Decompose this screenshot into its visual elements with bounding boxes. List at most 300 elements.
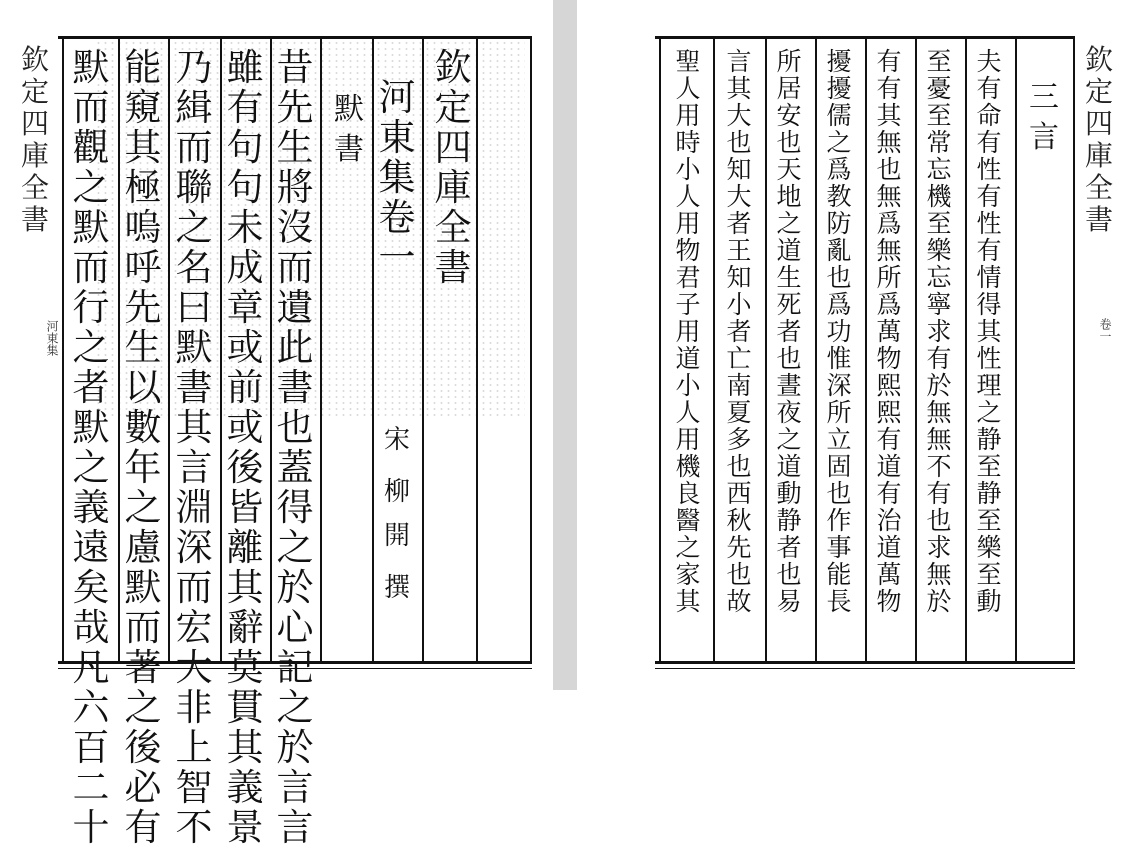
- author-name-2: 開: [383, 521, 410, 551]
- column-rule: [118, 36, 120, 663]
- glyph: 知: [726, 155, 752, 184]
- glyph: 其: [675, 587, 701, 616]
- glyph: 西: [726, 479, 752, 508]
- glyph: 治: [876, 506, 902, 535]
- glyph: 功: [826, 317, 852, 346]
- glyph: 離: [226, 526, 264, 569]
- glyph: 性: [976, 155, 1002, 184]
- glyph: 無: [876, 236, 902, 265]
- glyph: 或: [226, 406, 264, 449]
- glyph: 憂: [926, 74, 952, 103]
- glyph: 凡: [72, 646, 110, 689]
- text-column-1: [273, 48, 317, 848]
- glyph: 卷: [378, 196, 416, 239]
- glyph: 慮: [124, 526, 162, 569]
- glyph: 宏: [175, 606, 213, 649]
- glyph: 所: [776, 47, 802, 76]
- glyph: 人: [675, 182, 701, 211]
- glyph: 淵: [175, 486, 213, 529]
- glyph: 六: [72, 686, 110, 729]
- glyph: 防: [826, 209, 852, 238]
- glyph: 智: [175, 766, 213, 809]
- glyph: 言: [276, 766, 314, 809]
- glyph: 默: [72, 46, 110, 89]
- edge-fragment-collection: 河東集: [45, 320, 59, 356]
- glyph: 至: [976, 560, 1002, 589]
- glyph: 上: [175, 726, 213, 769]
- glyph: 所: [876, 263, 902, 292]
- column-rule: [530, 36, 532, 663]
- glyph: 其: [124, 126, 162, 169]
- glyph: 也: [776, 128, 802, 157]
- glyph: 固: [826, 452, 852, 481]
- glyph: 欽: [20, 43, 49, 76]
- glyph: 而: [124, 606, 162, 649]
- glyph: 爲: [876, 290, 902, 319]
- glyph: 也: [826, 263, 852, 292]
- glyph: 乃: [175, 46, 213, 89]
- glyph: 有: [226, 86, 264, 129]
- column-rule: [62, 36, 64, 663]
- glyph: 貫: [226, 686, 264, 729]
- glyph: 得: [976, 290, 1002, 319]
- glyph: 者: [776, 533, 802, 562]
- glyph: 樂: [976, 533, 1002, 562]
- glyph: 哉: [72, 606, 110, 649]
- glyph: 大: [726, 101, 752, 130]
- glyph: 死: [776, 290, 802, 319]
- glyph: 居: [776, 74, 802, 103]
- glyph: 性: [976, 209, 1002, 238]
- glyph: 欽: [1084, 43, 1113, 76]
- glyph: 書: [334, 132, 364, 167]
- glyph: 家: [675, 560, 701, 589]
- glyph: 有: [976, 128, 1002, 157]
- text-column-1: [967, 48, 1011, 615]
- glyph: 先: [726, 533, 752, 562]
- glyph: 知: [726, 263, 752, 292]
- glyph: 爲: [826, 155, 852, 184]
- glyph: 其: [226, 726, 264, 769]
- glyph: 君: [675, 263, 701, 292]
- glyph: 深: [175, 526, 213, 569]
- glyph: 言: [1029, 120, 1059, 155]
- glyph: 言: [175, 446, 213, 489]
- glyph: 忘: [926, 155, 952, 184]
- glyph: 者: [72, 366, 110, 409]
- text-column-5: [767, 48, 811, 615]
- glyph: 之: [675, 533, 701, 562]
- glyph: 求: [926, 533, 952, 562]
- glyph: 儒: [826, 101, 852, 130]
- column-rule: [372, 36, 374, 663]
- column-rule: [659, 36, 661, 663]
- glyph: 庫: [434, 166, 472, 209]
- glyph: 多: [726, 425, 752, 454]
- edge-fragment-title: [18, 43, 52, 236]
- glyph: 命: [976, 101, 1002, 130]
- book-title-column: [431, 48, 475, 288]
- glyph: 全: [20, 171, 49, 204]
- glyph: 也: [776, 344, 802, 373]
- glyph: 四: [20, 107, 49, 140]
- glyph: 必: [124, 766, 162, 809]
- section-title-column: [1022, 78, 1066, 158]
- column-rule: [1073, 36, 1075, 663]
- glyph: 欽: [434, 46, 472, 89]
- glyph: 時: [675, 128, 701, 157]
- glyph: 默: [72, 406, 110, 449]
- glyph: 昔: [276, 46, 314, 89]
- column-rule: [713, 36, 715, 663]
- glyph: 默: [72, 206, 110, 249]
- glyph: 於: [276, 726, 314, 769]
- column-rule: [168, 36, 170, 663]
- glyph: 默: [175, 326, 213, 369]
- glyph: 前: [226, 366, 264, 409]
- glyph: 求: [926, 317, 952, 346]
- glyph: 物: [675, 236, 701, 265]
- glyph: 四: [1084, 107, 1113, 140]
- glyph: 擾: [826, 47, 852, 76]
- glyph: 之: [124, 486, 162, 529]
- glyph: 大: [175, 646, 213, 689]
- glyph: 至: [926, 101, 952, 130]
- glyph: 擾: [826, 74, 852, 103]
- glyph: 集: [378, 156, 416, 199]
- glyph: 也: [876, 155, 902, 184]
- glyph: 全: [1084, 171, 1113, 204]
- glyph: 至: [926, 209, 952, 238]
- glyph: 未: [226, 206, 264, 249]
- glyph: 秋: [726, 506, 752, 535]
- glyph: 此: [276, 326, 314, 369]
- glyph: 皆: [226, 486, 264, 529]
- glyph: 道: [876, 533, 902, 562]
- column-rule: [320, 36, 322, 663]
- glyph: 其: [876, 101, 902, 130]
- glyph: 作: [826, 506, 852, 535]
- glyph: 之: [776, 425, 802, 454]
- glyph: 百: [72, 726, 110, 769]
- glyph: 無: [876, 182, 902, 211]
- author-role: 撰: [383, 573, 410, 603]
- glyph: 東: [378, 116, 416, 159]
- glyph: 觀: [72, 126, 110, 169]
- glyph: 樂: [926, 236, 952, 265]
- glyph: 全: [434, 206, 472, 249]
- glyph: 蓋: [276, 446, 314, 489]
- glyph: 道: [876, 452, 902, 481]
- glyph: 無: [926, 425, 952, 454]
- glyph: 爲: [826, 290, 852, 319]
- glyph: 亡: [726, 344, 752, 373]
- glyph: 夜: [776, 398, 802, 427]
- column-rule: [270, 36, 272, 663]
- glyph: 先: [124, 286, 162, 329]
- glyph: 默: [124, 566, 162, 609]
- text-column-4: [817, 48, 861, 615]
- glyph: 長: [826, 587, 852, 616]
- glyph: 庫: [1084, 139, 1113, 172]
- glyph: 生: [776, 263, 802, 292]
- glyph: 書: [20, 203, 49, 236]
- glyph: 小: [675, 155, 701, 184]
- glyph: 深: [826, 371, 852, 400]
- glyph: 道: [675, 344, 701, 373]
- text-column-4: [121, 48, 165, 848]
- glyph: 之: [826, 128, 852, 157]
- glyph: 之: [276, 686, 314, 729]
- glyph: 大: [726, 182, 752, 211]
- glyph: 也: [726, 560, 752, 589]
- glyph: 有: [926, 344, 952, 373]
- glyph: 無: [926, 560, 952, 589]
- glyph: 遺: [276, 286, 314, 329]
- glyph: 安: [776, 101, 802, 130]
- glyph: 事: [826, 533, 852, 562]
- glyph: 小: [726, 290, 752, 319]
- glyph: 而: [175, 566, 213, 609]
- glyph: 者: [726, 317, 752, 346]
- glyph: 物: [876, 344, 902, 373]
- glyph: 機: [926, 182, 952, 211]
- glyph: 默: [334, 92, 364, 127]
- glyph: 道: [776, 236, 802, 265]
- glyph: 醫: [675, 506, 701, 535]
- glyph: 小: [675, 371, 701, 400]
- glyph: 一: [378, 236, 416, 279]
- glyph: 先: [276, 86, 314, 129]
- glyph: 惟: [826, 344, 852, 373]
- glyph: 曰: [175, 286, 213, 329]
- right-page: [577, 0, 1134, 690]
- book-gutter: [553, 0, 577, 690]
- glyph: 用: [675, 101, 701, 130]
- frame-top-rule: [58, 36, 532, 39]
- glyph: 地: [776, 182, 802, 211]
- text-column-7: [666, 48, 710, 615]
- author-name-1: 柳: [383, 477, 410, 507]
- glyph: 句: [226, 126, 264, 169]
- glyph: 子: [675, 290, 701, 319]
- glyph: 能: [826, 560, 852, 589]
- glyph: 夫: [976, 47, 1002, 76]
- glyph: 景: [226, 806, 264, 849]
- glyph: 遠: [72, 526, 110, 569]
- glyph: 矣: [72, 566, 110, 609]
- edge-fragment-title: [1079, 43, 1119, 236]
- glyph: 天: [776, 155, 802, 184]
- glyph: 用: [675, 425, 701, 454]
- glyph: 之: [72, 166, 110, 209]
- glyph: 者: [726, 209, 752, 238]
- glyph: 年: [124, 446, 162, 489]
- volume-title-column: [375, 78, 419, 278]
- glyph: 記: [276, 646, 314, 689]
- glyph: 人: [675, 398, 701, 427]
- glyph: 也: [926, 506, 952, 535]
- glyph: 有: [976, 182, 1002, 211]
- glyph: 三: [1029, 80, 1059, 115]
- glyph: 理: [976, 371, 1002, 400]
- glyph: 聯: [175, 166, 213, 209]
- glyph: 有: [976, 74, 1002, 103]
- glyph: 義: [72, 486, 110, 529]
- glyph: 者: [776, 317, 802, 346]
- glyph: 之: [276, 526, 314, 569]
- glyph: 非: [175, 686, 213, 729]
- text-column-3: [172, 48, 216, 848]
- glyph: 教: [826, 182, 852, 211]
- glyph: 之: [776, 209, 802, 238]
- glyph: 將: [276, 166, 314, 209]
- glyph: 至: [976, 452, 1002, 481]
- frame-bottom-thin-rule: [655, 668, 1075, 669]
- glyph: 人: [675, 74, 701, 103]
- text-column-5: [69, 48, 113, 848]
- glyph: 夏: [726, 398, 752, 427]
- glyph: 情: [976, 263, 1002, 292]
- glyph: 而: [72, 86, 110, 129]
- glyph: 晝: [776, 371, 802, 400]
- glyph: 寧: [926, 290, 952, 319]
- glyph: 雖: [226, 46, 264, 89]
- glyph: 用: [675, 209, 701, 238]
- glyph: 之: [124, 686, 162, 729]
- text-column-3: [867, 48, 911, 615]
- glyph: 也: [726, 128, 752, 157]
- glyph: 心: [276, 606, 314, 649]
- glyph: 生: [124, 326, 162, 369]
- glyph: 二: [72, 766, 110, 809]
- glyph: 聖: [675, 47, 701, 76]
- glyph: 有: [876, 74, 902, 103]
- glyph: 忘: [926, 263, 952, 292]
- glyph: 能: [124, 46, 162, 89]
- glyph: 言: [726, 47, 752, 76]
- column-rule: [476, 36, 478, 663]
- glyph: 其: [726, 74, 752, 103]
- glyph: 動: [976, 587, 1002, 616]
- glyph: 句: [226, 166, 264, 209]
- glyph: 書: [276, 366, 314, 409]
- glyph: 萬: [876, 560, 902, 589]
- glyph: 之: [72, 326, 110, 369]
- glyph: 而: [72, 246, 110, 289]
- glyph: 至: [926, 47, 952, 76]
- glyph: 沒: [276, 206, 314, 249]
- glyph: 得: [276, 486, 314, 529]
- glyph: 静: [976, 425, 1002, 454]
- glyph: 於: [276, 566, 314, 609]
- glyph: 於: [926, 587, 952, 616]
- glyph: 至: [976, 506, 1002, 535]
- glyph: 物: [876, 587, 902, 616]
- glyph: 名: [175, 246, 213, 289]
- glyph: 有: [876, 47, 902, 76]
- glyph: 成: [226, 246, 264, 289]
- glyph: 易: [776, 587, 802, 616]
- glyph: 之: [175, 206, 213, 249]
- glyph: 其: [976, 317, 1002, 346]
- glyph: 也: [276, 406, 314, 449]
- author-dynasty: 宋: [383, 425, 410, 455]
- glyph: 有: [876, 479, 902, 508]
- glyph: 而: [175, 126, 213, 169]
- glyph: 静: [976, 479, 1002, 508]
- glyph: 十: [72, 806, 110, 849]
- glyph: 性: [976, 344, 1002, 373]
- glyph: 動: [776, 479, 802, 508]
- text-column-6: [717, 48, 761, 615]
- glyph: 其: [226, 566, 264, 609]
- left-page: [0, 0, 553, 849]
- glyph: 河: [378, 76, 416, 119]
- glyph: 萬: [876, 317, 902, 346]
- text-column-2: [917, 48, 961, 615]
- glyph: 行: [72, 286, 110, 329]
- glyph: 定: [20, 75, 49, 108]
- glyph: 亂: [826, 236, 852, 265]
- glyph: 南: [726, 371, 752, 400]
- glyph: 也: [726, 452, 752, 481]
- glyph: 而: [276, 246, 314, 289]
- text-column-2: [223, 48, 267, 848]
- glyph: 或: [226, 326, 264, 369]
- glyph: 以: [124, 366, 162, 409]
- glyph: 後: [226, 446, 264, 489]
- glyph: 定: [434, 86, 472, 129]
- glyph: 著: [124, 646, 162, 689]
- glyph: 定: [1084, 75, 1113, 108]
- glyph: 所: [826, 398, 852, 427]
- glyph: 也: [826, 479, 852, 508]
- glyph: 莫: [226, 646, 264, 689]
- glyph: 王: [726, 236, 752, 265]
- glyph: 生: [276, 126, 314, 169]
- glyph: 良: [675, 479, 701, 508]
- glyph: 極: [124, 166, 162, 209]
- glyph: 書: [434, 246, 472, 289]
- edge-fragment-volume: 卷一: [1098, 318, 1112, 342]
- glyph: 辭: [226, 606, 264, 649]
- glyph: 義: [226, 766, 264, 809]
- glyph: 故: [726, 587, 752, 616]
- glyph: 不: [175, 806, 213, 849]
- glyph: 四: [434, 126, 472, 169]
- glyph: 庫: [20, 139, 49, 172]
- glyph: 也: [776, 560, 802, 589]
- column-rule: [220, 36, 222, 663]
- column-rule: [422, 36, 424, 663]
- glyph: 用: [675, 317, 701, 346]
- glyph: 嗚: [124, 206, 162, 249]
- glyph: 後: [124, 726, 162, 769]
- glyph: 有: [876, 425, 902, 454]
- glyph: 無: [926, 398, 952, 427]
- glyph: 常: [926, 128, 952, 157]
- glyph: 熙: [876, 398, 902, 427]
- glyph: 不: [926, 452, 952, 481]
- glyph: 窺: [124, 86, 162, 129]
- glyph: 道: [776, 452, 802, 481]
- glyph: 機: [675, 452, 701, 481]
- glyph: 數: [124, 406, 162, 449]
- glyph: 於: [926, 371, 952, 400]
- glyph: 有: [124, 806, 162, 849]
- glyph: 書: [175, 366, 213, 409]
